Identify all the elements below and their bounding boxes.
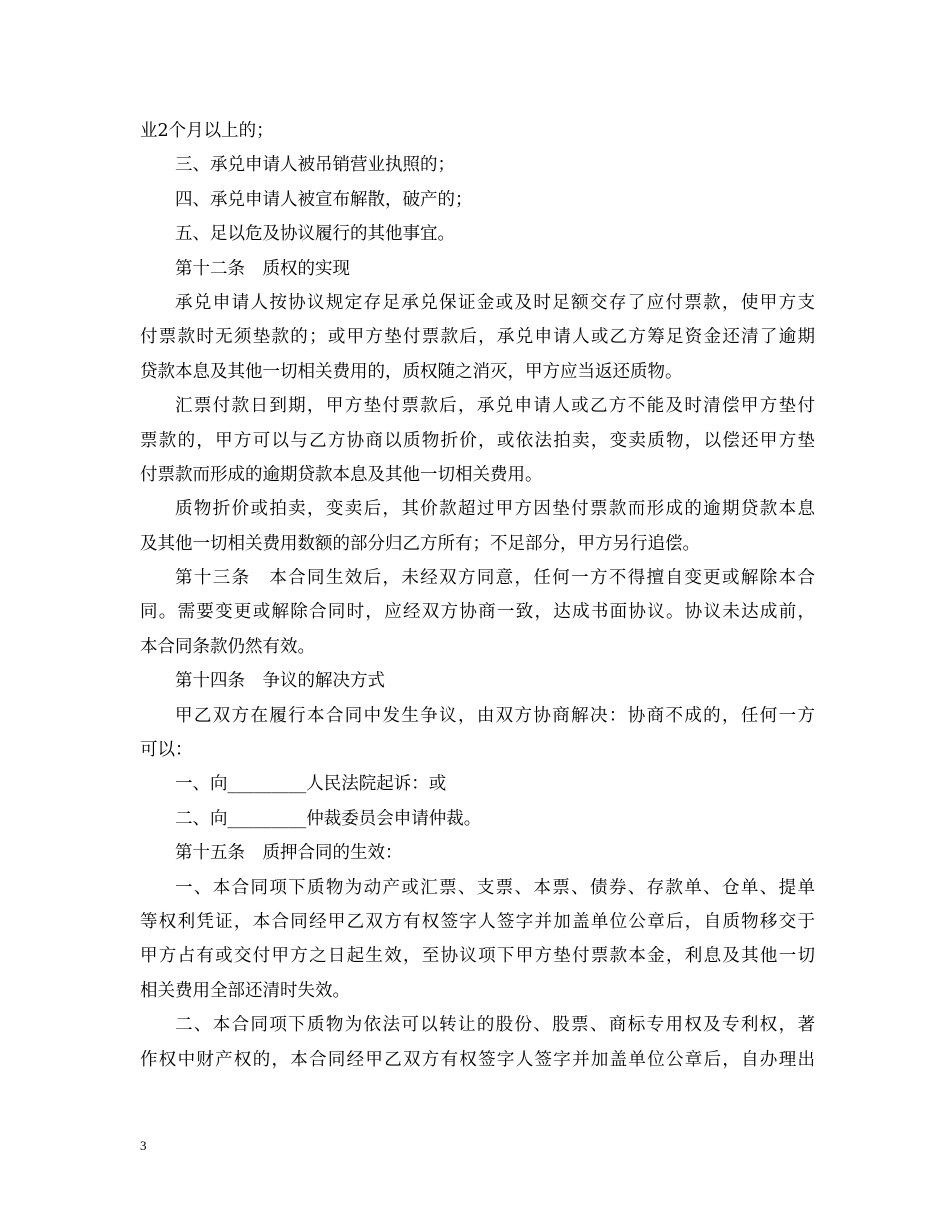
text-line: 票款的，甲方可以与乙方协商以质物折价，或依法拍卖，变卖质物，以偿还甲方垫 — [140, 430, 815, 451]
text-line: 三、承兑申请人被吊销营业执照的； — [175, 155, 455, 176]
text-line: 同。需要变更或解除合同时，应经双方协商一致，达成书面协议。协议未达成前， — [140, 602, 815, 623]
text-line: 等权利凭证，本合同经甲乙双方有权签字人签字并加盖单位公章后，自质物移交于 — [140, 911, 815, 932]
text-line: 可以： — [140, 740, 193, 761]
text-line: 一、本合同项下质物为动产或汇票、支票、本票、债券、存款单、仓单、提单 — [175, 877, 815, 898]
text-line: 承兑申请人按协议规定存足承兑保证金或及时足额交存了应付票款，使甲方支 — [175, 292, 815, 313]
text-line: 贷款本息及其他一切相关费用的，质权随之消灭，甲方应当返还质物。 — [140, 361, 683, 382]
text-line: 二、向_________仲裁委员会申请仲裁。 — [175, 808, 482, 829]
text-line: 付票款时无须垫款的；或甲方垫付票款后，承兑申请人或乙方筹足资金还清了逾期 — [140, 327, 815, 348]
document-body — [140, 114, 815, 1077]
text-line: 甲乙双方在履行本合同中发生争议，由双方协商解决：协商不成的，任何一方 — [175, 705, 815, 726]
text-line: 本合同条款仍然有效。 — [140, 636, 315, 657]
text-line: 汇票付款日到期，甲方垫付票款后，承兑申请人或乙方不能及时清偿甲方垫付 — [175, 396, 815, 417]
text-line: 甲方占有或交付甲方之日起生效，至协议项下甲方垫付票款本金，利息及其他一切 — [140, 946, 815, 967]
page-number: 3 — [140, 1138, 147, 1153]
section-heading-13: 第十三条 本合同生效后，未经双方同意，任何一方不得擅自变更或解除本合 — [175, 568, 815, 589]
text-line: 一、向_________人民法院起诉：或 — [175, 774, 447, 795]
text-line: 四、承兑申请人被宣布解散，破产的； — [175, 189, 473, 210]
text-line: 质物折价或拍卖，变卖后，其价款超过甲方因垫付票款而形成的逾期贷款本息 — [175, 499, 815, 520]
section-heading-12: 第十二条 质权的实现 — [175, 258, 350, 279]
text-line: 及其他一切相关费用数额的部分归乙方所有；不足部分，甲方另行追偿。 — [140, 533, 700, 554]
section-heading-14: 第十四条 争议的解决方式 — [175, 671, 385, 692]
text-line: 作权中财产权的，本合同经甲乙双方有权签字人签字并加盖单位公章后，自办理出 — [140, 1049, 815, 1070]
text-line: 相关费用全部还清时失效。 — [140, 980, 350, 1001]
section-heading-15: 第十五条 质押合同的生效： — [175, 843, 403, 864]
text-line: 五、足以危及协议履行的其他事宜。 — [175, 224, 455, 245]
text-line: 二、本合同项下质物为依法可以转让的股份、股票、商标专用权及专利权，著 — [175, 1015, 815, 1036]
text-line: 业2个月以上的； — [140, 121, 274, 141]
text-line: 付票款而形成的逾期贷款本息及其他一切相关费用。 — [140, 464, 543, 485]
